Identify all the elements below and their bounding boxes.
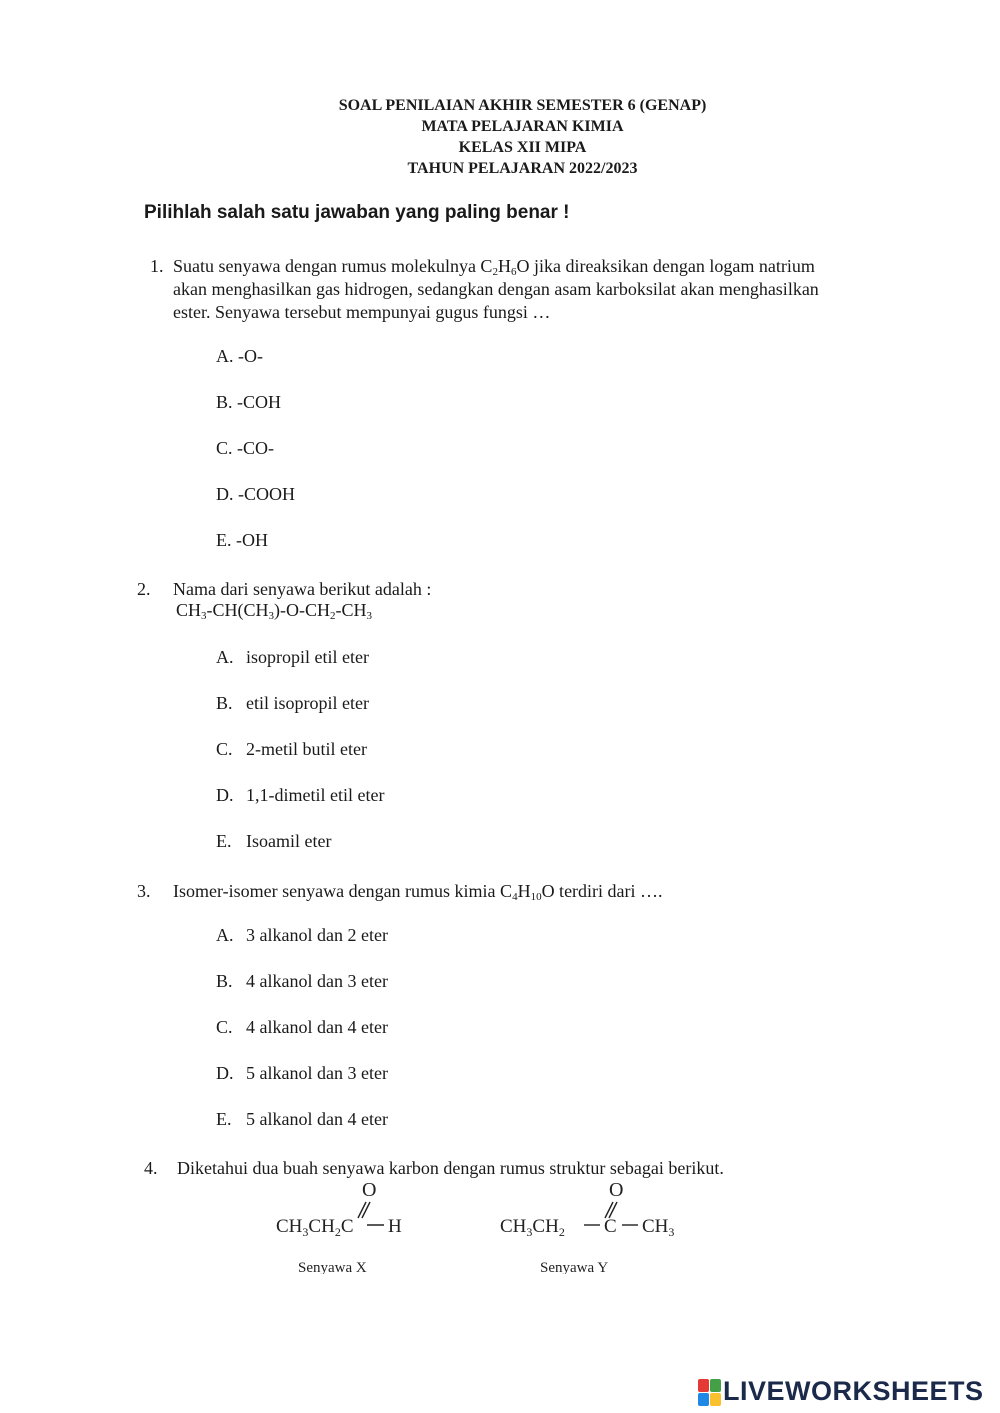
svg-text:CH3CH2: $CH_3CH_2$ [500, 1216, 565, 1239]
q3-option-c[interactable]: C. 4 alkanol dan 4 eter [216, 1017, 388, 1037]
svg-text:CH3: $CH_3$ [642, 1216, 675, 1239]
logo-block-blue [698, 1393, 709, 1406]
svg-text:CH3CH2C: $CH_3CH_2C$ [276, 1216, 354, 1239]
q1-option-d[interactable]: D. -COOH [216, 484, 295, 504]
question-text-line-2: akan menghasilkan gas hidrogen, sedangkan dengan asam karboksilat akan menghasilkan [173, 279, 819, 299]
instruction: Pilihlah salah satu jawaban yang paling benar ! [144, 202, 570, 223]
header-line-2: MATA PELAJARAN KIMIA [421, 118, 624, 135]
q2-option-d[interactable]: D. 1,1-dimetil etil eter [216, 785, 385, 805]
q2-option-c[interactable]: C. 2-metil butil eter [216, 739, 367, 759]
header-line-1: SOAL PENILAIAN AKHIR SEMESTER 6 (GENAP) [338, 97, 707, 114]
q1-option-c[interactable]: C. -CO- [216, 438, 275, 458]
q2-formula: $CH_3-CH(CH_3)-O-CH_2-CH_3$ [176, 600, 373, 622]
question-text: Diketahui dua buah senyawa karbon dengan rumus struktur sebagai berikut. [177, 1158, 724, 1178]
q2-option-a[interactable]: A. isopropil etil eter [216, 647, 369, 667]
q3-option-d[interactable]: D. 5 alkanol dan 3 eter [216, 1063, 388, 1083]
q2-option-b[interactable]: B. etil isopropil eter [216, 693, 369, 713]
q1-option-e[interactable]: E. -OH [216, 530, 268, 550]
liveworksheets-brand: LIVEWORKSHEETS [723, 1376, 984, 1406]
question-text: Isomer-isomer senyawa dengan rumus kimia $C_4H_{10}O$ terdiri dari …. [173, 881, 663, 903]
header-line-3: KELAS XII MIPA [458, 139, 587, 156]
q3-option-b[interactable]: B. 4 alkanol dan 3 eter [216, 971, 388, 991]
logo-block-red [698, 1379, 709, 1392]
q1-option-a[interactable]: A. -O- [216, 346, 263, 366]
question-number: 2. [137, 579, 151, 599]
svg-text:H: H [388, 1216, 402, 1237]
question-number: 3. [137, 881, 151, 901]
q2-option-e[interactable]: E. Isoamil eter [216, 831, 332, 851]
question-number: 1. [150, 256, 164, 276]
question-number: 4. [144, 1158, 158, 1178]
svg-text:Senyawa Y: Senyawa Y [540, 1260, 609, 1274]
svg-text:O: O [609, 1179, 624, 1201]
question-text: Nama dari senyawa berikut adalah : [173, 579, 432, 599]
svg-text:O: O [362, 1179, 377, 1201]
logo-block-yellow [710, 1393, 721, 1406]
q3-option-e[interactable]: E. 5 alkanol dan 4 eter [216, 1109, 388, 1129]
header-line-4: TAHUN PELAJARAN 2022/2023 [407, 160, 638, 177]
question-text-line-3: ester. Senyawa tersebut mempunyai gugus fungsi … [173, 302, 551, 322]
structure-compound-y [494, 1174, 694, 1274]
structure-compound-x [270, 1174, 430, 1274]
q1-option-b[interactable]: B. -COH [216, 392, 282, 412]
svg-text:C: C [604, 1216, 617, 1237]
liveworksheets-logo[interactable] [698, 1376, 984, 1407]
question-text-line-1: Suatu senyawa dengan rumus molekulnya $C_2H_6O$ jika direaksikan dengan logam natrium [173, 256, 815, 278]
svg-text:Senyawa X: Senyawa X [298, 1260, 367, 1274]
q3-option-a[interactable]: A. 3 alkanol dan 2 eter [216, 925, 388, 945]
liveworksheets-logo-icon [698, 1379, 720, 1405]
logo-block-green [710, 1379, 721, 1392]
